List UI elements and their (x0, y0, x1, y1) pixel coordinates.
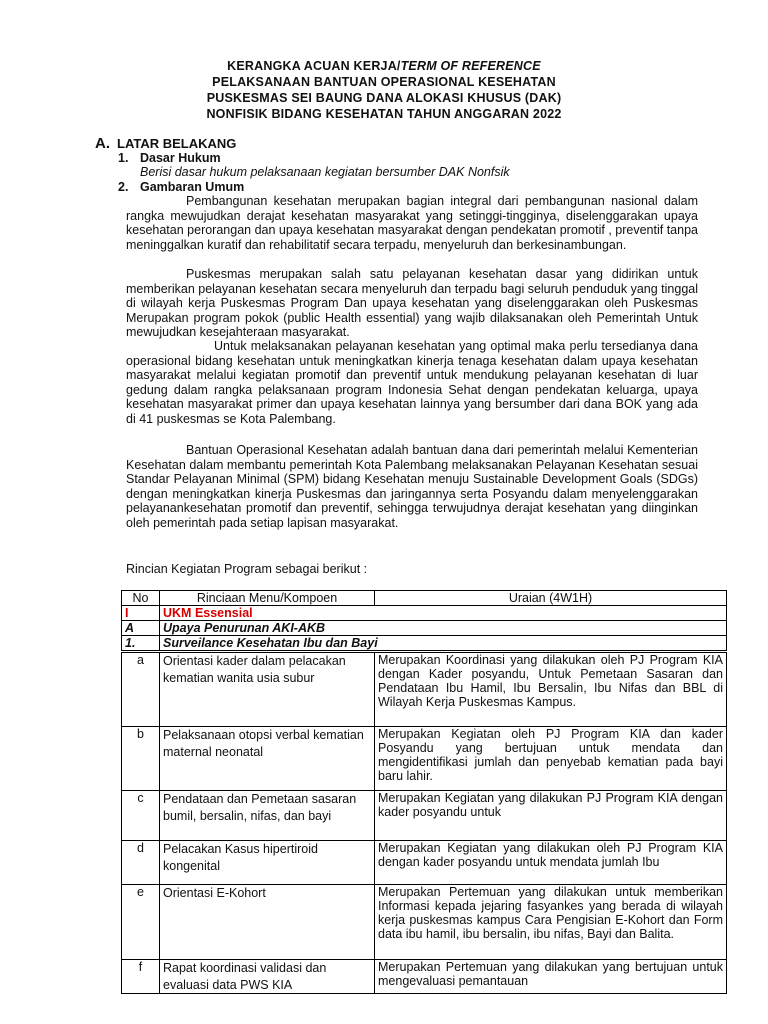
item-menu: Orientasi E-Kohort (160, 885, 375, 960)
item-uraian: Merupakan Kegiatan yang dilakukan PJ Program KIA dengan kader posyandu untuk (375, 791, 727, 841)
table-row (122, 652, 727, 727)
table-row-ukm-essensial (122, 606, 727, 621)
item-number: e (122, 885, 160, 960)
header-uraian: Uraian (4W1H) (375, 591, 727, 606)
item-uraian: Merupakan Koordinasi yang dilakukan oleh PJ Program KIA dengan Kader posyandu, Untuk Pemetaan Sasaran dan Pendataan Ibu Hamil, Ibu Bersalin, Ibu Nifas dan BBL di Wilayah Kerja Puskesmas Kampus. (375, 652, 727, 727)
rincian-kegiatan-table (121, 590, 727, 994)
item-number: a (122, 652, 160, 727)
row-label: Surveilance Kesehatan Ibu dan Bayi (160, 636, 727, 652)
item-uraian: Merupakan Kegiatan oleh PJ Program KIA dan kader Posyandu yang bertujuan untuk mendata dan mengidentifikasi jumlah dan penyebab kematian pada bayi baru lahir. (375, 727, 727, 791)
paragraph-pembangunan: Pembangunan kesehatan merupakan bagian integral dari pembangunan nasional dalam rangka mewujudkan derajat kesehatan masyarakat yang setinggi-tingginya, diselenggarakan upaya kesehatan perorangan dan upaya kesehatan masyarakat dengan pendekatan promotif , preventif tanpa meninggalkan kuratif dan rehabilitatif secara terpadu, menyeluruh dan berkesinambungan. (126, 194, 698, 252)
table-row-surveilance (122, 636, 727, 652)
table-row (122, 885, 727, 960)
row-label: UKM Essensial (160, 606, 727, 621)
title-line-1: KERANGKA ACUAN KERJA/TERM OF REFERENCE (227, 59, 541, 73)
paragraph-pelayanan: Untuk melaksanakan pelayanan kesehatan yang optimal maka perlu tersedianya dana operasional bidang kesehatan untuk meningkatkan kinerja tenaga kesehatan dalam upaya kesehatan masyarakat melalui kegiatan promotif dan preventif untuk mendukung pelayanan kesehatan di luar gedung dalam rangka pelaksanaan program Indonesia Sehat dengan pendekatan keluarga, upaya kesehatan masyarakat primer dan upaya kesehatan lainnya yang bersumber dari dana BOK yang ada di 41 puskesmas se Kota Palembang. (126, 339, 698, 426)
paragraph-rincian: Rincian Kegiatan Program sebagai berikut : (126, 562, 368, 576)
subheading-dasar-hukum: 1. Dasar Hukum (118, 151, 221, 165)
row-label: Upaya Penurunan AKI-AKB (160, 621, 727, 636)
table-row (122, 960, 727, 994)
title-line-3: PUSKESMAS SEI BAUNG DANA ALOKASI KHUSUS (DAK) (206, 91, 562, 105)
title-line-2: PELAKSANAAN BANTUAN OPERASIONAL KESEHATAN (212, 75, 556, 89)
item-uraian: Merupakan Kegiatan yang dilakukan oleh PJ Program KIA dengan kader posyandu untuk mendata jumlah Ibu (375, 841, 727, 885)
item-menu: Pelaksanaan otopsi verbal kematian maternal neonatal (160, 727, 375, 791)
item-number: c (122, 791, 160, 841)
item-menu: Rapat koordinasi validasi dan evaluasi data PWS KIA (160, 960, 375, 994)
section-label: LATAR BELAKANG (117, 136, 237, 151)
table-row (122, 841, 727, 885)
section-heading-latar-belakang (95, 135, 236, 152)
header-no: No (122, 591, 160, 606)
item-menu: Orientasi kader dalam pelacakan kematian wanita usia subur (160, 652, 375, 727)
item-uraian: Merupakan Pertemuan yang dilakukan untuk memberikan Informasi kepada jejaring fasyankes yang berada di wilayah kerja puskesmas kampus Cara Pengisian E-Kohort dan Form data ibu hamil, ibu bersalin, ibu nifas, Bayi dan Balita. (375, 885, 727, 960)
table-row-upaya-penurunan (122, 621, 727, 636)
paragraph-puskesmas: Puskesmas merupakan salah satu pelayanan kesehatan dasar yang didirikan untuk memberikan pelayanan kesehatan secara menyeluruh dan terpadu bagi seluruh penduduk yang tinggal di wilayah kerja Puskesmas Program Dan upaya kesehatan yang diselenggarakan oleh Puskesmas Merupakan program pokok (public Health essential) yang wajib dilaksanakan oleh Pemerintah Untuk mewujudkan kesejahteraan masyarakat. (126, 267, 698, 339)
document-title (0, 58, 768, 122)
row-number: I (122, 606, 160, 621)
header-menu: Rinciaan Menu/Kompoen (160, 591, 375, 606)
subheading-gambaran-umum: 2. Gambaran Umum (118, 180, 245, 194)
item-menu: Pelacakan Kasus hipertiroid kongenital (160, 841, 375, 885)
item-number: b (122, 727, 160, 791)
paragraph-bantuan-operasional: Bantuan Operasional Kesehatan adalah bantuan dana dari pemerintah melalui Kementerian Kesehatan dalam membantu pemerintah Kota Palembang melaksanakan Pelayanan Kesehatan sesuai Standar Pelayanan Minimal (SPM) bidang Kesehatan menuju Sustainable Development Goals (SDGs) dengan meningkatkan kinerja Puskesmas dan jaringannya serta Posyandu dalam menyelenggarakan pelayanankesehatan promotif dan preventif, sehingga terwujudnya derajat kesehatan yang diinginkan oleh pemerintah pada setiap lapisan masyarakat. (126, 443, 698, 530)
item-number: d (122, 841, 160, 885)
title-line-4: NONFISIK BIDANG KESEHATAN TAHUN ANGGARAN 2022 (206, 107, 562, 121)
table-row (122, 791, 727, 841)
row-number: 1. (122, 636, 160, 652)
item-uraian: Merupakan Pertemuan yang dilakukan yang bertujuan untuk mengevaluasi pemantauan (375, 960, 727, 994)
table-row (122, 727, 727, 791)
table-header-row (122, 591, 727, 606)
row-number: A (122, 621, 160, 636)
section-letter: A. (95, 135, 110, 152)
item-number: f (122, 960, 160, 994)
item-menu: Pendataan dan Pemetaan sasaran bumil, bersalin, nifas, dan bayi (160, 791, 375, 841)
dasar-hukum-description: Berisi dasar hukum pelaksanaan kegiatan bersumber DAK Nonfsik (140, 165, 510, 179)
